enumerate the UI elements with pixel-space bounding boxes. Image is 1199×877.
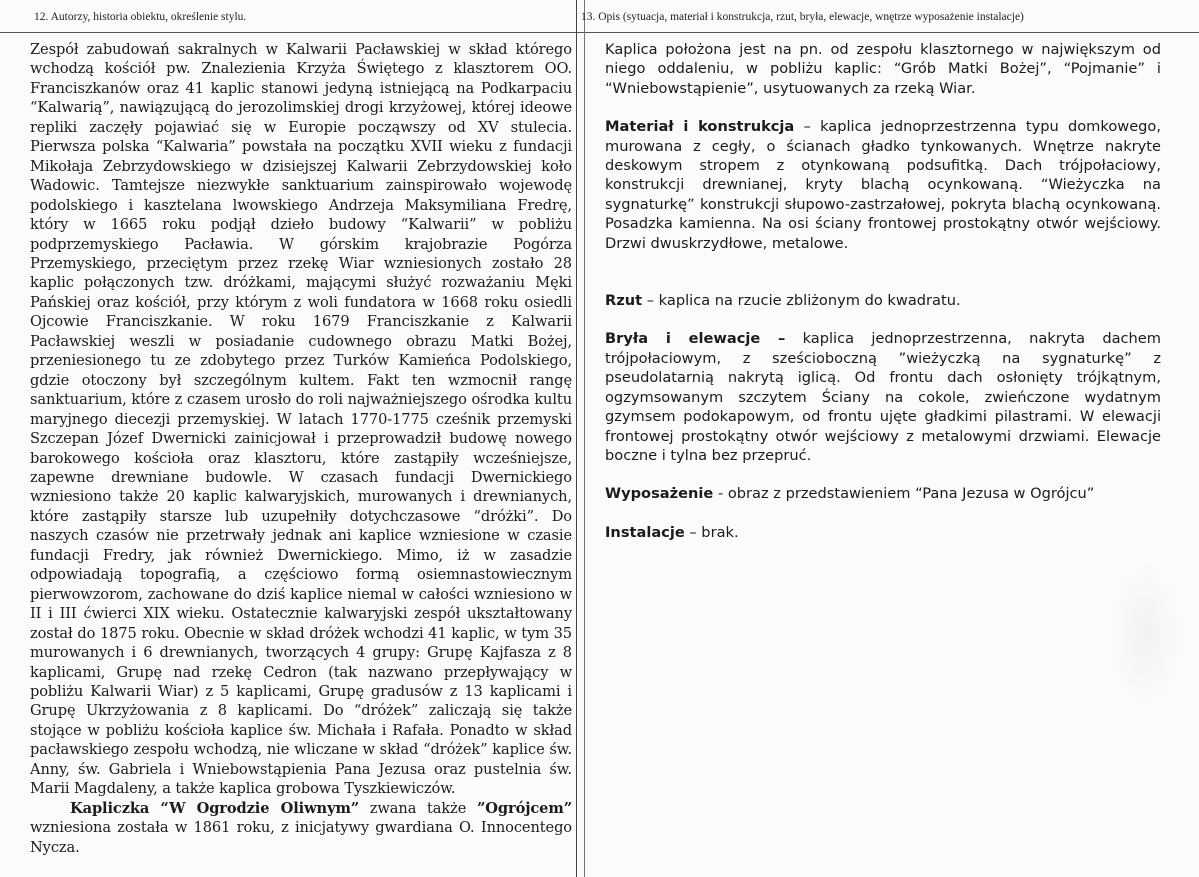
body-paragraph — [605, 329, 1161, 465]
equipment-paragraph — [605, 484, 1161, 503]
column-divider-secondary — [584, 0, 585, 877]
body-label: Bryła i elewacje – — [605, 330, 786, 348]
column-divider — [576, 0, 577, 877]
equipment-label: Wyposażenie — [605, 485, 714, 503]
plan-text: – kaplica na rzucie zbliżonym do kwadratu. — [642, 292, 961, 310]
scan-artifact — [1111, 560, 1181, 710]
installations-label: Instalacje — [605, 523, 685, 541]
chapel-rest: wzniesiona została w 1861 roku, z inicjatywy gwardiana O. Innocentego Nycza. — [30, 819, 572, 856]
history-column — [30, 40, 572, 857]
chapel-name: Kapliczka “W Ogrodzie Oliwnym” — [70, 799, 360, 817]
body-text: kaplica jednoprzestrzenna, nakryta dachem trójpołaciowym, z sześcioboczną ”wieżyczką na sygnaturkę” z pseudolatarnią nakrytą iglicą. Od frontu dach osłonięty trójkątnym, ogzymsowanym szczytem Ściany na cokole, zwieńczone wydatnym gzymsem podokapowym, od frontu ujęte gładkimi pilastrami. W elewacji frontowej prostokątny otwór wejściowy z metalowymi drzwiami. Elewacje boczne i tylna bez przepruć. — [605, 330, 1161, 464]
chapel-paragraph — [30, 799, 572, 857]
section-13-header: 13. Opis (sytuacja, materiał i konstrukcja, rzut, bryła, elewacje, wnętrze wyposażenie instalacje) — [581, 11, 1024, 23]
section-12-header: 12. Autorzy, historia obiektu, określenie stylu. — [34, 11, 247, 23]
situation-paragraph: Kaplica położona jest na pn. od zespołu klasztornego w największym od niego oddaleniu, w pobliżu kaplic: “Grób Matki Bożej”, “Pojmanie” i “Wniebowstąpienie”, usytuowanych za rzeką Wiar. — [605, 41, 1161, 97]
installations-paragraph — [605, 523, 1161, 542]
history-paragraph: Zespół zabudowań sakralnych w Kalwarii Pacławskiej w skład którego wchodzą kościół pw. Znalezienia Krzyża Świętego z klasztorem OO. Franciszkanów oraz 41 kaplic stanowi jedyną istniejącą na Podkarpaciu “Kalwarią”, nawiązującą do jerozolimskiej drogi krzyżowej, której ideowe repliki zaczęły pojawiać się w Europie począwszy od XV stulecia. Pierwsza polska “Kalwaria” powstała na początku XVII wieku z fundacji Mikołaja Zebrzydowskiego w dzisiejszej Kalwarii Zebrzydowskiej koło Wadowic. Tamtejsze niezwykłe sanktuarium zainspirowało wojewodę podolskiego i kasztelana lwowskiego Andrzeja Maksymiliana Fredrę, który w 1665 roku podjął dzieło budowy “Kalwarii” w pobliżu podprzemyskiego Pacławia. W górskim krajobrazie Pogórza Przemyskiego, przeciętym przez rzekę Wiar wzniesionych zostało 28 kaplic połączonych tzw. dróżkami, mającymi służyć rozważaniu Męki Pańskiej oraz kościół, przy którym z woli fundatora w 1668 roku osiedli Ojcowie Franciszkanie. W roku 1679 Franciszkanie z Kalwarii Pacławskiej weszli w posiadanie cudownego obrazu Matki Bożej, przeniesionego tu ze zdobytego przez Turków Kamieńca Podolskiego, gdzie otoczony był szczególnym kultem. Fakt ten wzmocnił rangę sanktuarium, które z czasem urosło do roli najważniejszego ośrodka kultu maryjnego diecezji przemyskiej. W latach 1770-1775 cześnik przemyski Szczepan Józef Dwernicki zainicjował i przeprowadził budowę nowego barokowego kościoła oraz klasztoru, które zastąpiły wcześniejsze, zapewne drewniane budowle. W czasach fundacji Dwernickiego wzniesiono także 20 kaplic kalwaryjskich, murowanych i drewnianych, które zastąpiły starsze lub uzupełniły dotychczasowe “dróżki”. Do naszych czasów nie przetrwały jednak ani kaplice wzniesione w czasie fundacji Fredry, jak również Dwernickiego. Mimo, iż w zasadzie odpowiadają topografią, a częściowo formą osiemnastowiecznym pierwowzorom, zachowane do dziś kaplice niemal w całości wzniesiono w II i III ćwierci XIX wieku. Ostatecznie kalwaryjski zespół ukształtowany został do 1875 roku. Obecnie w skład dróżek wchodzi 41 kaplic, w tym 35 murowanych i 6 drewnianych, tworzących 4 grupy: Grupę Kajfasza z 8 kaplicami, Grupę nad rzekę Cedron (tak nazwano przepływający w pobliżu Kalwarii Wiar) z 5 kaplicami, Grupę gradusów z 13 kaplicami i Grupę Ukrzyżowania z 8 kaplicami. Do “dróżek” zaliczają się także stojące w pobliżu kościoła kaplice św. Michała i Rafała. Ponadto w skład pacławskiego zespołu wchodzą, nie wliczane w skład “dróżek” kaplice św. Anny, św. Gabriela i Wniebowstąpienia Pana Jezusa oraz pustelnia św. Marii Magdaleny, a także kaplica grobowa Tyszkiewiczów. — [30, 41, 572, 798]
description-column — [605, 40, 1161, 542]
material-label: Materiał i konstrukcja — [605, 118, 795, 136]
material-text: – kaplica jednoprzestrzenna typu domkowego, murowana z cegły, o ścianach gładko tynkowanych. Wnętrze nakryte deskowym stropem z otynkowaną podsufitką. Dach trójpołaciowy, konstrukcji drewnianej, kryty blachą ocynkowaną. “Wieżyczka na sygnaturkę” konstrukcji słupowo-zastrzałowej, pokryta blachą ocynkowaną. Posadzka kamienna. Na osi ściany frontowej prostokątny otwór wejściowy. Drzwi dwuskrzydłowe, metalowe. — [605, 118, 1162, 252]
plan-paragraph — [605, 291, 1161, 310]
equipment-text: - obraz z przedstawieniem “Pana Jezusa w Ogrójcu” — [713, 485, 1095, 503]
material-paragraph — [605, 117, 1161, 253]
plan-label: Rzut — [605, 292, 643, 310]
header-divider — [0, 32, 1199, 33]
chapel-alias: ”Ogrójcem” — [476, 799, 572, 817]
chapel-mid: zwana także — [359, 799, 477, 817]
installations-text: – brak. — [684, 523, 739, 541]
